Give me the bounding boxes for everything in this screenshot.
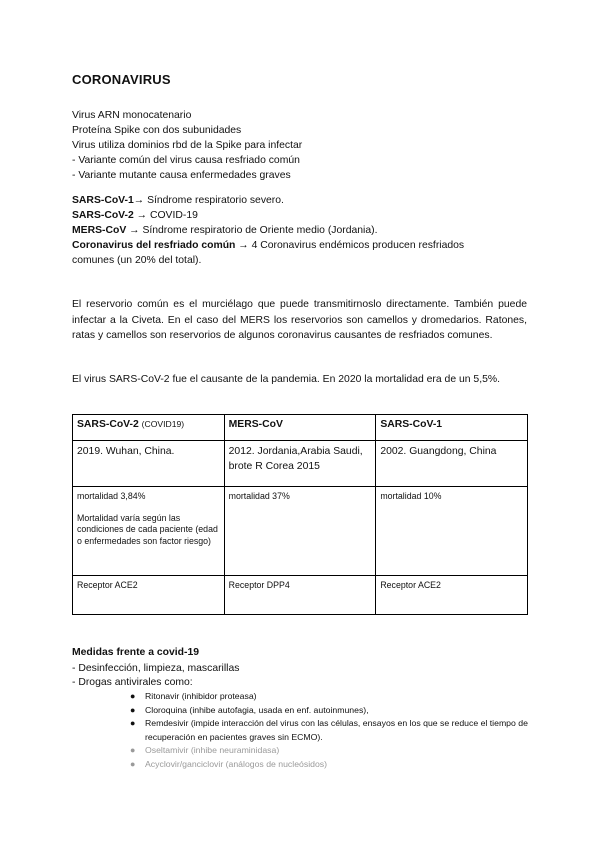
measure-line: - Desinfección, limpieza, mascarillas bbox=[72, 663, 240, 674]
measures-list bbox=[72, 662, 239, 690]
table-cell bbox=[73, 487, 225, 576]
definition-text: Síndrome respiratorio de Oriente medio (Jordania). bbox=[142, 225, 378, 236]
drug-text: Remdesivir (impide interacción del virus con las células, ensayos en los que se reduce el tiempo de recuperación en pacientes graves sin ECMO). bbox=[145, 718, 528, 742]
drug-item bbox=[128, 744, 528, 758]
definition-common-cold bbox=[72, 238, 532, 253]
table-cell: Receptor DPP4 bbox=[224, 576, 376, 615]
term: SARS-CoV-2 bbox=[72, 210, 134, 221]
term: Coronavirus del resfriado común bbox=[72, 240, 236, 251]
intro-line: - Variante mutante causa enfermedades graves bbox=[72, 170, 291, 181]
table-row-mortality bbox=[73, 487, 528, 576]
header-sars-cov-2 bbox=[73, 415, 225, 441]
drug-item bbox=[128, 704, 528, 718]
bullet-icon: ● bbox=[130, 745, 136, 755]
table-cell: Receptor ACE2 bbox=[73, 576, 225, 615]
definition-mers-cov bbox=[72, 223, 532, 238]
intro-list bbox=[72, 108, 532, 183]
bullet-icon: ● bbox=[130, 758, 136, 769]
table-cell: 2012. Jordania,Arabia Saudi, brote R Corea 2015 bbox=[224, 441, 376, 487]
paragraph-pandemic: El virus SARS-CoV-2 fue el causante de la pandemia. En 2020 la mortalidad era de un 5,5%. bbox=[72, 374, 500, 385]
bullet-icon: ● bbox=[130, 718, 136, 728]
arrow: → bbox=[133, 210, 150, 221]
table-cell bbox=[376, 487, 528, 576]
drug-text: Ritonavir (inhibidor proteasa) bbox=[145, 691, 257, 701]
measures-title: Medidas frente a covid-19 bbox=[72, 647, 200, 658]
definition-sars-cov-2 bbox=[72, 208, 532, 223]
table-row-receptor bbox=[73, 576, 528, 615]
intro-line: Proteína Spike con dos subunidades bbox=[72, 125, 242, 136]
table-cell: 2002. Guangdong, China bbox=[376, 441, 528, 487]
definition-text: Síndrome respiratorio severo. bbox=[147, 195, 284, 206]
drug-item bbox=[128, 717, 528, 744]
table-cell bbox=[224, 487, 376, 576]
header-label: MERS-CoV bbox=[228, 419, 283, 430]
drug-text: Cloroquina (inhibe autofagia, usada en enf. autoinmunes), bbox=[145, 704, 369, 715]
page-title: CORONAVIRUS bbox=[72, 72, 171, 87]
drug-text: Acyclovir/ganciclovir (análogos de nucleósidos) bbox=[145, 758, 328, 769]
header-label: SARS-CoV-1 bbox=[380, 419, 443, 430]
definition-text: COVID-19 bbox=[149, 210, 198, 221]
bullet-icon: ● bbox=[130, 704, 136, 715]
drug-item bbox=[128, 758, 528, 772]
arrow: → bbox=[126, 225, 143, 236]
header-extra: (COVID19) bbox=[141, 419, 185, 429]
arrow: → bbox=[235, 240, 252, 251]
arrow: → bbox=[133, 195, 148, 206]
definitions bbox=[72, 193, 532, 268]
table-cell: Receptor ACE2 bbox=[376, 576, 528, 615]
mortality-value: mortalidad 37% bbox=[228, 491, 290, 501]
header-mers-cov bbox=[224, 415, 376, 441]
definition-text: 4 Coronavirus endémicos producen resfriados bbox=[251, 240, 465, 251]
term: MERS-CoV bbox=[72, 225, 127, 236]
mortality-note: Mortalidad varía según las condiciones de cada paciente (edad o enfermedades son factor riesgo) bbox=[77, 512, 218, 546]
paragraph-reservoir: El reservorio común es el murciélago que puede transmitirnoslo directamente. También puede infectar a la Civeta. En el caso del MERS los reservorios son camellos y dromedarios. Ratones, ratas y camellos son reservorios de algunos coronavirus causantes de resfriados comunes. bbox=[72, 299, 527, 341]
term: SARS-CoV-1 bbox=[72, 195, 134, 206]
table-cell: 2019. Wuhan, China. bbox=[73, 441, 225, 487]
intro-line: - Variante común del virus causa resfriado común bbox=[72, 155, 300, 166]
drug-text: Oseltamivir (inhibe neuraminidasa) bbox=[145, 745, 280, 755]
table-header-row bbox=[73, 415, 528, 441]
drug-list bbox=[128, 690, 528, 771]
intro-line: Virus ARN monocatenario bbox=[72, 110, 192, 121]
measure-line: - Drogas antivirales como: bbox=[72, 677, 193, 688]
drug-item bbox=[128, 690, 528, 704]
comparison-table bbox=[72, 414, 528, 615]
header-sars-cov-1 bbox=[376, 415, 528, 441]
definition-common-cold-cont: comunes (un 20% del total). bbox=[72, 255, 202, 266]
intro-line: Virus utiliza dominios rbd de la Spike para infectar bbox=[72, 140, 303, 151]
bullet-icon: ● bbox=[130, 691, 136, 701]
header-label: SARS-CoV-2 bbox=[77, 419, 139, 430]
definition-sars-cov-1 bbox=[72, 193, 532, 208]
mortality-value: mortalidad 3,84% bbox=[77, 491, 146, 501]
table-row-origin bbox=[73, 441, 528, 487]
mortality-value: mortalidad 10% bbox=[380, 491, 442, 501]
